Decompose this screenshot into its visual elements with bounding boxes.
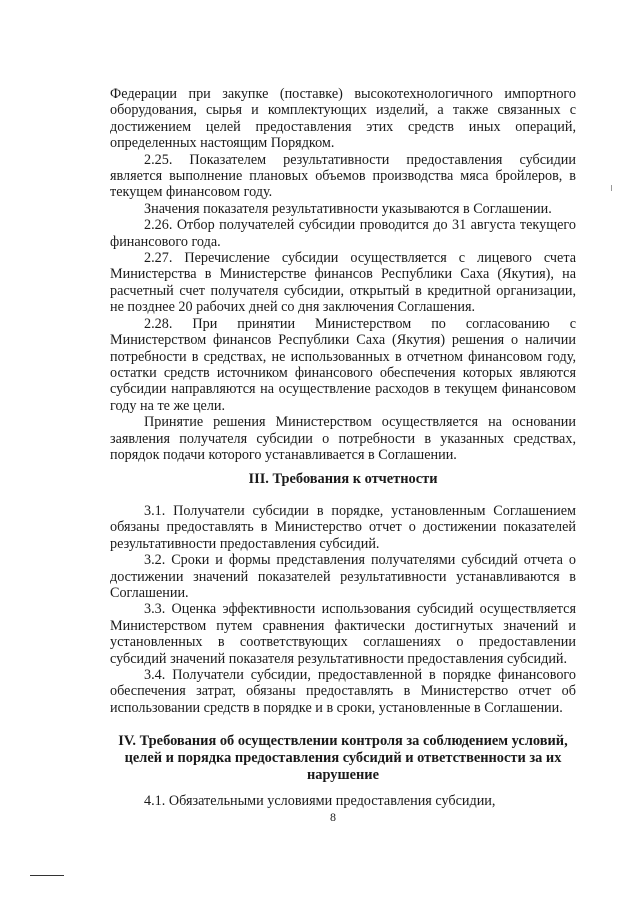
paragraph-2-26: 2.26. Отбор получателей субсидии проводится до 31 августа текущего финансового года. — [110, 217, 576, 250]
paragraph-2-27: 2.27. Перечисление субсидии осуществляется с лицевого счета Министерства в Министерстве финансов Республики Саха (Якутия), на расчетный счет получателя субсидии, открытый в кредитной организации, не позднее 20 рабочих дней со дня заключения Соглашения. — [110, 250, 576, 316]
paragraph-3-1: 3.1. Получатели субсидии в порядке, установленным Соглашением обязаны предоставлять в Министерство отчет о достижении показателей результативности предоставления субсидий. — [110, 503, 576, 552]
paragraph-2-25: 2.25. Показателем результативности предоставления субсидии является выполнение плановых объемов производства мяса бройлеров, в текущем финансовом году. — [110, 151, 576, 201]
section-3-body — [110, 503, 576, 716]
section-4-heading: IV. Требования об осуществлении контроля за соблюдением условий, целей и порядка предоставления субсидий и ответственности за их нарушение — [118, 733, 568, 783]
paragraph-2-28: 2.28. При принятии Министерством по согласованию с Министерством финансов Республики Саха (Якутия) решения о наличии потребности в средствах, не использованных в отчетном финансовом году, остатки средств источником финансового обеспечения которых являются субсидии направляются на осуществление расходов в текущем финансовом году на те же цели. — [110, 315, 576, 414]
top-text-block — [110, 86, 576, 463]
scan-artifact-line — [30, 875, 64, 876]
paragraph-4-1: 4.1. Обязательными условиями предоставления субсидии, — [144, 793, 496, 809]
paragraph-continuation: Федерации при закупке (поставке) высокотехнологичного импортного оборудования, сырья и комплектующих изделий, а также связанных с достижением целей предоставления этих средств иных операций, определенных настоящим Порядком. — [110, 86, 576, 152]
section-3-heading: III. Требования к отчетности — [248, 471, 438, 487]
paragraph-3-4: 3.4. Получатели субсидии, предоставленной в порядке финансового обеспечения затрат, обязаны предоставлять в Министерство отчет об использовании средств в порядке и в сроки, установленные в Соглашении. — [110, 667, 576, 716]
paragraph-decision: Принятие решения Министерством осуществляется на основании заявления получателя субсидии о потребности в указанных средствах, порядок подачи которого устанавливается в Соглашении. — [110, 414, 576, 463]
paragraph-3-2: 3.2. Сроки и формы представления получателями субсидий отчета о достижении значений показателей результативности устанавливаются в Соглашении. — [110, 552, 576, 602]
paragraph-values: Значения показателя результативности указываются в Соглашении. — [144, 200, 552, 217]
page-number: 8 — [330, 810, 336, 824]
scan-artifact-dot — [611, 185, 612, 191]
section-4-body — [110, 793, 576, 809]
paragraph-3-3: 3.3. Оценка эффективности использования субсидий осуществляется Министерством путем сравнения фактически достигнутых значений и установленных в соответствующих соглашениях о предоставлении субсидий значений показателя результативности предоставления субсидий. — [110, 601, 576, 667]
